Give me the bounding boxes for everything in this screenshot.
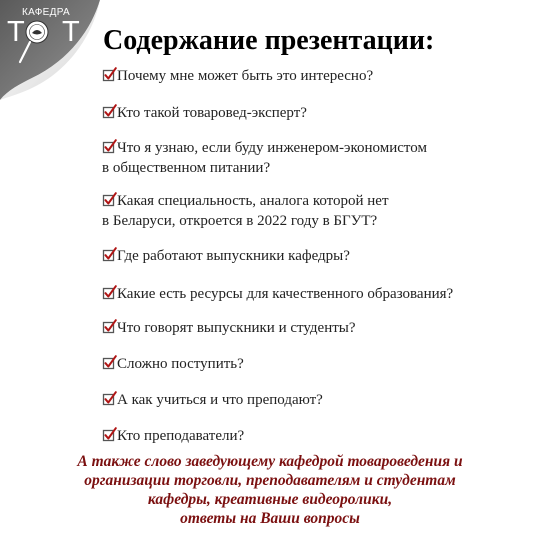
logo-letter-left: Т	[7, 16, 25, 48]
list-item-text: Сложно поступить?	[117, 356, 244, 372]
list-item	[102, 246, 532, 266]
footer-note: А также слово заведующему кафедрой товароведения и организации торговли, преподавателям и студентам кафедры, креативные видеоролики, ответы на Ваши вопросы	[77, 453, 463, 527]
list-item	[102, 191, 532, 231]
page-title: Содержание презентации:	[103, 25, 435, 56]
logo-letter-right: Т	[62, 16, 80, 48]
list-item-text: Какая специальность, аналога которой нет в Беларуси, откроется в 2022 году в БГУТ?	[102, 193, 389, 229]
list-item	[102, 66, 532, 86]
checkbox-checked-icon	[102, 391, 117, 406]
checkbox-checked-icon	[102, 67, 117, 82]
department-logo	[0, 0, 100, 100]
checkbox-checked-icon	[102, 247, 117, 262]
checkbox-checked-icon	[102, 285, 117, 300]
list-item	[102, 103, 532, 123]
list-item-text: Какие есть ресурсы для качественного образования?	[117, 286, 454, 302]
list-item-text: Кто такой товаровед-эксперт?	[117, 105, 307, 121]
list-item-text: Где работают выпускники кафедры?	[117, 248, 350, 264]
list-item-text: А как учиться и что преподают?	[117, 392, 323, 408]
checkbox-checked-icon	[102, 139, 117, 154]
list-item-text: Кто преподаватели?	[117, 428, 245, 444]
checkbox-checked-icon	[102, 319, 117, 334]
checkbox-checked-icon	[102, 104, 117, 119]
list-item	[102, 426, 532, 446]
list-item	[102, 284, 532, 304]
list-item-text: Почему мне может быть это интересно?	[117, 68, 374, 84]
list-item	[102, 318, 532, 338]
list-item	[102, 390, 532, 410]
checkbox-checked-icon	[102, 192, 117, 207]
list-item	[102, 138, 532, 178]
checkbox-checked-icon	[102, 427, 117, 442]
list-item-text: Что я узнаю, если буду инженером-экономистом в общественном питании?	[102, 140, 427, 176]
checkbox-checked-icon	[102, 355, 117, 370]
department-label: КАФЕДРА	[22, 7, 70, 18]
list-item	[102, 354, 532, 374]
list-item-text: Что говорят выпускники и студенты?	[117, 320, 356, 336]
